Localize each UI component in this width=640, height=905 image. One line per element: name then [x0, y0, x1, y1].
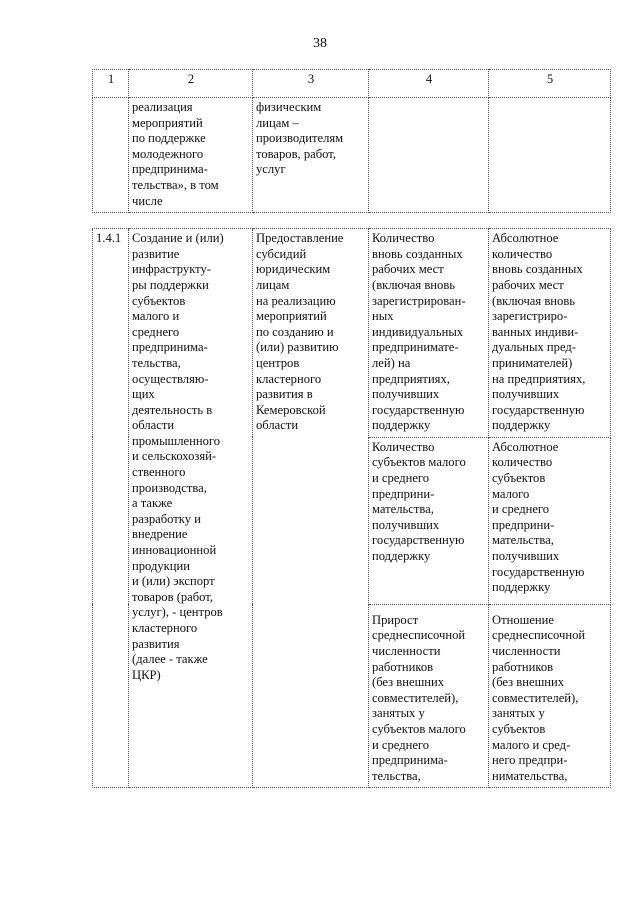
text-line: среднесписочной [492, 628, 586, 643]
text-line: деятельность в [132, 402, 213, 417]
text-line: лицам [256, 277, 290, 292]
text-line: предпринимате- [372, 340, 459, 355]
text-line: малого [492, 486, 530, 501]
text-line: кластерного [256, 371, 322, 386]
text-line: Абсолютное [492, 439, 559, 454]
item-number-cell: 1.4.1 [93, 229, 129, 788]
text-line: субъектов [492, 471, 546, 486]
text-line: юридическим [256, 262, 331, 277]
text-line: малого и [132, 309, 180, 324]
indicator-name-cell [369, 604, 489, 788]
text-line: предпринима- [372, 753, 448, 768]
text-line: государственную [372, 402, 465, 417]
continuation-row [93, 98, 611, 213]
text-line: производителям [256, 131, 344, 146]
text-line: вновь созданных [492, 262, 583, 277]
row-separator [93, 213, 611, 229]
text-line: количество [492, 455, 553, 470]
text-line: зарегистриро- [492, 309, 568, 324]
text-line: (без внешних [372, 675, 445, 690]
item-measure-cell [253, 229, 369, 788]
text-line: поддержку [492, 418, 551, 433]
text-line: совместителей), [492, 690, 579, 705]
text-line: кластерного [132, 621, 198, 635]
text-line: (или) развитию [256, 340, 339, 355]
text-line: товаров, работ, [256, 146, 336, 161]
text-line: мероприятий [132, 115, 203, 130]
text-line: инфраструкту- [132, 262, 211, 277]
text-line: ных [372, 309, 394, 324]
text-line: субъектов малого [372, 721, 466, 736]
text-line: ванных индиви- [492, 324, 579, 339]
text-line: и среднего [372, 471, 430, 486]
text-line: численности [372, 644, 441, 658]
indicator-method-cell [489, 604, 611, 788]
text-line: рабочих мест [492, 277, 564, 292]
text-line: среднесписочной [372, 628, 466, 643]
text-line: получивших [372, 387, 440, 402]
text-line: субъектов малого [372, 455, 466, 470]
text-line: на предприятиях, [492, 371, 586, 386]
continuation-measure-cell [253, 98, 369, 213]
text-line: индивидуальных [372, 324, 464, 339]
text-line: развитие [132, 246, 180, 261]
text-line: субсидий [256, 246, 307, 261]
text-line: услуг [256, 162, 286, 177]
text-line: рабочих мест [372, 262, 444, 277]
text-line: развития в [256, 387, 313, 402]
text-line: центров [256, 355, 300, 370]
text-line: реализация [132, 100, 193, 114]
text-line: государственную [372, 533, 465, 548]
text-line: лей) на [372, 355, 411, 370]
continuation-number-cell [93, 98, 129, 213]
text-line: численности [492, 644, 561, 658]
text-line: нимательства, [492, 768, 568, 783]
indicator-name-cell [369, 437, 489, 604]
text-line: тельства, [372, 768, 421, 783]
header-row [93, 70, 611, 98]
header-col-4: 4 [369, 70, 489, 98]
text-line: осуществляю- [132, 371, 209, 386]
text-line: производства, [132, 480, 207, 495]
text-line: работников [372, 659, 434, 674]
page-number: 38 [313, 36, 327, 51]
text-line: на реализацию [256, 293, 336, 308]
indicator-name-cell [369, 229, 489, 438]
text-line: Количество [372, 231, 435, 246]
continuation-event-cell [129, 98, 253, 213]
text-line: среднего [132, 324, 180, 339]
text-line: ственного [132, 465, 186, 480]
text-line: поддержку [492, 580, 551, 595]
text-line: государственную [492, 402, 585, 417]
item-event-cell [129, 229, 253, 788]
continuation-method-cell [489, 98, 611, 213]
text-line: предпринима- [132, 340, 208, 355]
text-line: по созданию и [256, 324, 334, 339]
text-line: Кемеровской [256, 402, 326, 417]
text-line: субъектов [492, 721, 546, 736]
text-line: принимателей) [492, 355, 573, 370]
text-line: разработку и [132, 511, 201, 526]
text-line: предприни- [492, 517, 555, 532]
text-line: получивших [372, 517, 440, 532]
text-line: получивших [492, 387, 560, 402]
text-line: ры поддержки [132, 277, 209, 292]
text-line: предприятиях, [372, 371, 450, 386]
text-line: мательства, [372, 502, 434, 517]
text-line: внедрение [132, 527, 188, 542]
text-line: работников [492, 659, 554, 674]
continuation-indicator-cell [369, 98, 489, 213]
text-line: получивших [492, 549, 560, 564]
text-line: услуг), - центров [132, 605, 223, 620]
text-line: тельства», в том [132, 177, 219, 192]
indicator-method-cell [489, 229, 611, 438]
header-col-5: 5 [489, 70, 611, 98]
text-line: развития [132, 636, 180, 651]
text-line: вновь созданных [372, 246, 463, 261]
text-line: Абсолютное [492, 231, 559, 246]
text-line: государственную [492, 564, 585, 579]
text-line: Прирост [372, 612, 419, 627]
text-line: занятых у [372, 706, 425, 721]
text-line: ЦКР) [132, 667, 161, 682]
text-line: щих [132, 387, 155, 402]
text-line: мероприятий [256, 309, 327, 324]
text-line: поддержку [372, 418, 431, 433]
text-line: лицам – [256, 115, 299, 130]
text-line: продукции [132, 558, 191, 573]
text-line: поддержку [372, 549, 431, 564]
text-line: зарегистрирован- [372, 293, 466, 308]
text-line: физическим [256, 100, 322, 114]
header-col-1: 1 [93, 70, 129, 98]
text-line: субъектов [132, 293, 186, 308]
text-line: товаров (работ, [132, 589, 214, 604]
text-line: молодежного [132, 146, 204, 161]
text-line: и сельскохозяй- [132, 449, 217, 464]
header-col-2: 2 [129, 70, 253, 98]
indicator-method-cell [489, 437, 611, 604]
text-line: по поддержке [132, 131, 206, 146]
text-line: мательства, [492, 533, 554, 548]
text-line: (далее - также [132, 652, 208, 667]
text-line: области [132, 418, 175, 433]
text-line: и среднего [372, 737, 430, 752]
text-line: малого и сред- [492, 737, 571, 752]
text-line: области [256, 418, 299, 433]
text-line: инновационной [132, 543, 217, 558]
text-line: количество [492, 246, 553, 261]
text-line: тельства, [132, 355, 181, 370]
text-line: Предоставление [256, 231, 344, 246]
text-line: Количество [372, 439, 435, 454]
text-line: и среднего [492, 502, 550, 517]
text-line: числе [132, 193, 163, 208]
text-line: а также [132, 496, 173, 511]
text-line: дуальных пред- [492, 340, 576, 355]
text-line: него предпри- [492, 753, 568, 768]
item-row-1 [93, 229, 611, 438]
text-line: предприни- [372, 486, 435, 501]
text-line: Отношение [492, 612, 554, 627]
program-table [92, 69, 611, 788]
text-line: промышленного [132, 433, 221, 448]
text-line: (включая вновь [372, 277, 456, 292]
text-line: предпринима- [132, 162, 208, 177]
text-line: (включая вновь [492, 293, 576, 308]
text-line: (без внешних [492, 675, 565, 690]
text-line: и (или) экспорт [132, 574, 215, 589]
header-col-3: 3 [253, 70, 369, 98]
text-line: совместителей), [372, 690, 459, 705]
text-line: занятых у [492, 706, 545, 721]
text-line: Создание и (или) [132, 231, 224, 246]
